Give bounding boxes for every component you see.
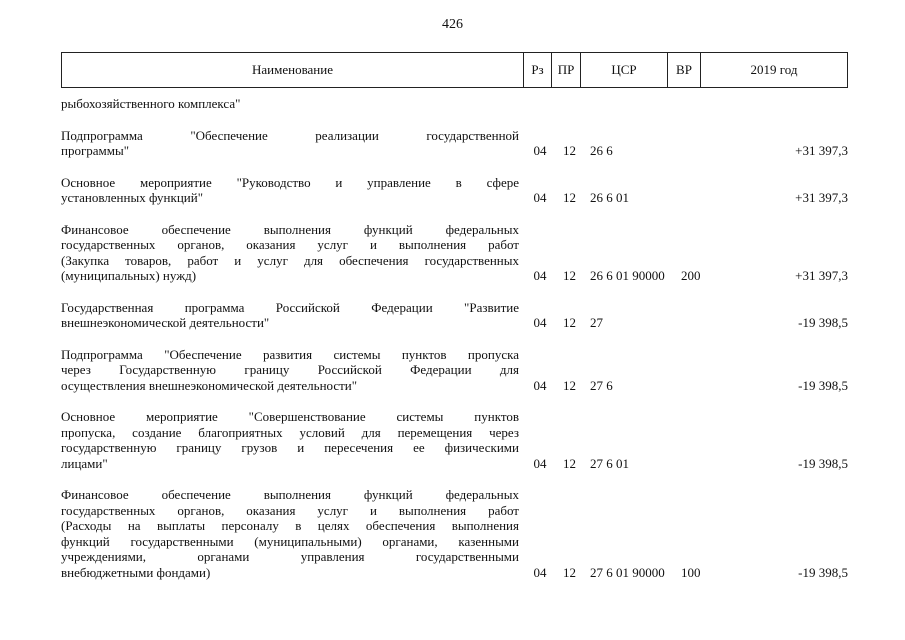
page-number: 426 <box>442 17 463 32</box>
row-name-line: установленных функций" <box>61 190 204 205</box>
row-csr: 26 6 <box>590 143 613 158</box>
row-name-line: Основное мероприятие "Руководство и управление в сфере <box>61 174 519 190</box>
row-name-line: Финансовое обеспечение выполнения функций федеральных <box>61 221 519 237</box>
row-name-line: Государственная программа Российской Федерации "Развитие <box>61 299 519 315</box>
row-name-line: внебюджетными фондами) <box>61 564 211 580</box>
row-pr: 12 <box>563 564 576 580</box>
row-amount: +31 397,3 <box>795 268 848 283</box>
row-name-line: Основное мероприятие "Совершенствование системы пунктов <box>61 409 519 424</box>
row-name <box>61 128 519 159</box>
row-name-line: учреждениями, органами управления государственными <box>61 549 519 564</box>
row-csr: 27 6 <box>590 377 613 393</box>
row-pr: 12 <box>563 190 576 205</box>
row-name <box>61 409 519 471</box>
row-name-line: государственных органов, оказания услуг и выполнения работ <box>61 237 519 252</box>
row-name-line: через Государственную границу Российской Федерации для <box>61 362 519 377</box>
row-amount: -19 398,5 <box>798 315 848 330</box>
table-row <box>61 96 848 112</box>
row-name-line: государственных органов, оказания услуг и выполнения работ <box>61 502 519 518</box>
table-row <box>61 347 848 394</box>
row-name <box>61 347 519 394</box>
row-csr: 27 6 01 <box>590 455 629 471</box>
row-amount: -19 398,5 <box>798 377 848 393</box>
row-csr: 27 <box>590 315 603 330</box>
row-name <box>61 487 519 580</box>
row-csr: 26 6 01 90000 <box>590 268 665 283</box>
table-row <box>61 222 848 284</box>
row-rz: 04 <box>533 268 547 283</box>
row-pr: 12 <box>563 143 576 158</box>
table-row <box>61 175 848 206</box>
row-name-line: (Расходы на выплаты персоналу в целях обеспечения выполнения <box>61 518 519 533</box>
table-row <box>61 487 848 580</box>
row-rz: 04 <box>533 377 547 393</box>
row-pr: 12 <box>563 315 576 330</box>
row-amount: +31 397,3 <box>795 143 848 158</box>
column-header-csr: ЦСР <box>581 53 668 87</box>
row-name <box>61 300 519 331</box>
row-name-line: государственную границу грузов и пересечения ее физическими <box>61 440 519 455</box>
column-header-name: Наименование <box>62 53 524 87</box>
row-pr: 12 <box>563 268 576 283</box>
row-rz: 04 <box>533 315 547 330</box>
row-name-line: Подпрограмма "Обеспечение реализации государственной <box>61 127 519 143</box>
row-name-line: (муниципальных) нужд) <box>61 268 197 283</box>
column-header-pr: ПР <box>552 53 581 87</box>
row-rz: 04 <box>533 455 547 471</box>
row-rz: 04 <box>533 564 547 580</box>
row-pr: 12 <box>563 455 576 471</box>
row-vr: 100 <box>681 564 701 580</box>
column-header-rz: Рз <box>524 53 552 87</box>
row-name-line: осуществления внешнеэкономической деятельности" <box>61 377 358 393</box>
row-name <box>61 175 519 206</box>
table-row <box>61 409 848 471</box>
row-rz: 04 <box>533 143 547 158</box>
row-name <box>61 96 519 112</box>
row-rz: 04 <box>533 190 547 205</box>
row-amount: -19 398,5 <box>798 455 848 471</box>
row-name-line: программы" <box>61 143 130 158</box>
row-name-line: лицами" <box>61 455 108 471</box>
row-csr: 26 6 01 <box>590 190 629 205</box>
column-header-year: 2019 год <box>750 62 798 77</box>
row-name <box>61 222 519 284</box>
row-name-line: внешнеэкономической деятельности" <box>61 315 270 330</box>
row-vr: 200 <box>681 268 701 283</box>
row-csr: 27 6 01 90000 <box>590 564 665 580</box>
budget-table-body <box>61 96 848 596</box>
row-pr: 12 <box>563 377 576 393</box>
row-amount: -19 398,5 <box>798 564 848 580</box>
row-name-line: пропуска, создание благоприятных условий для перемещения через <box>61 424 519 440</box>
row-name-line: Подпрограмма "Обеспечение развития системы пунктов пропуска <box>61 346 519 362</box>
row-name-line: Финансовое обеспечение выполнения функций федеральных <box>61 487 519 502</box>
row-name-line: функций государственными (муниципальными) органами, казенными <box>61 533 519 549</box>
row-amount: +31 397,3 <box>795 190 848 205</box>
row-name-line: (Закупка товаров, работ и услуг для обеспечения государственных <box>61 252 519 268</box>
table-row <box>61 300 848 331</box>
row-name-line: рыбохозяйственного комплекса" <box>61 96 241 111</box>
table-row <box>61 128 848 159</box>
table-header <box>61 52 848 88</box>
column-header-vr: ВР <box>668 53 701 87</box>
